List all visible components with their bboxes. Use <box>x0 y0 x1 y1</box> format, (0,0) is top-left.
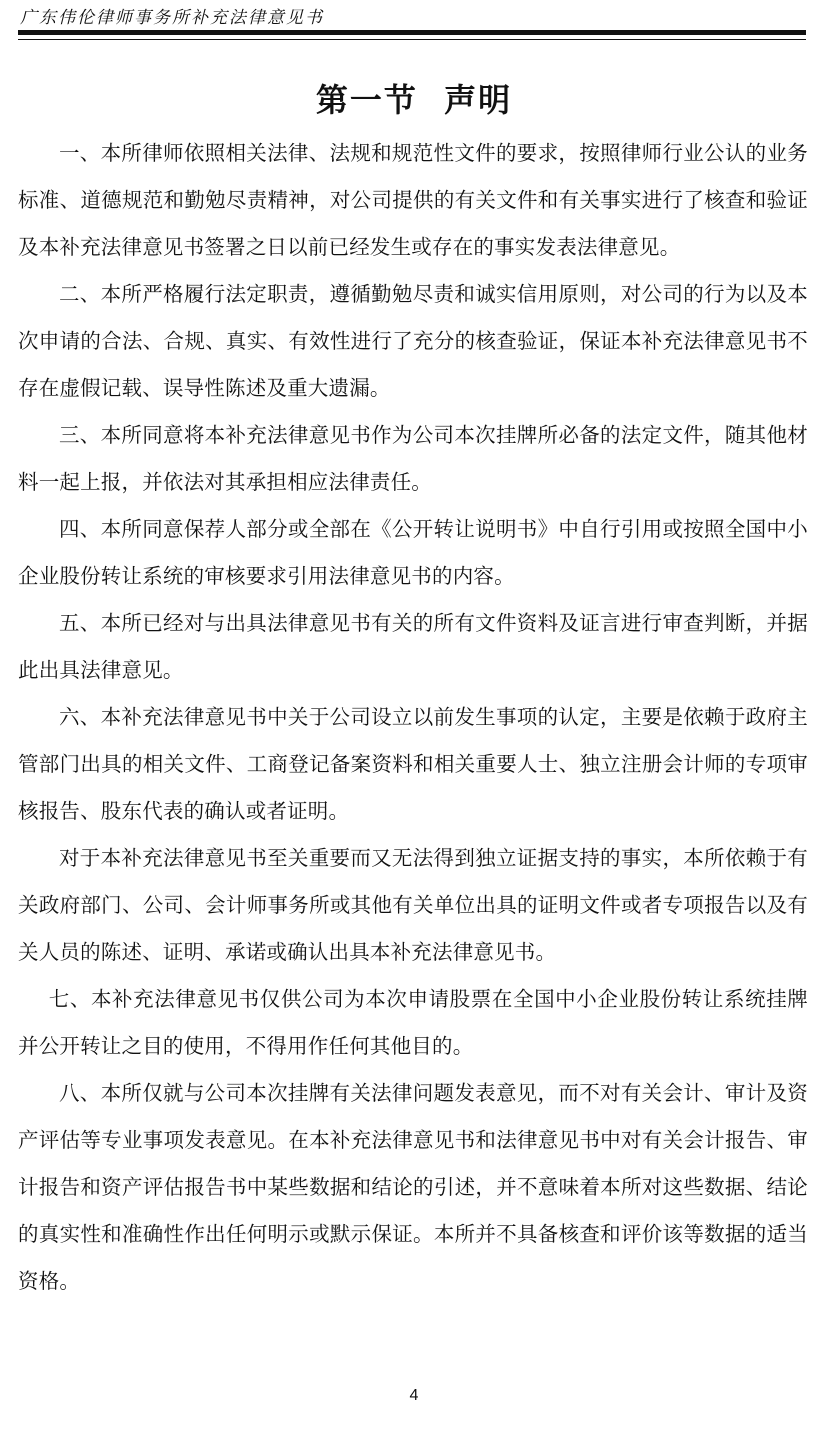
paragraph-3: 三、本所同意将本补充法律意见书作为公司本次挂牌所必备的法定文件，随其他材料一起上报，并依法对其承担相应法律责任。 <box>18 423 808 494</box>
header-rule-thick <box>18 30 806 35</box>
paragraph-5: 五、本所已经对与出具法律意见书有关的所有文件资料及证言进行审查判断，并据此出具法律意见。 <box>18 611 808 682</box>
document-body <box>18 130 808 1305</box>
paragraph-8: 八、本所仅就与公司本次挂牌有关法律问题发表意见，而不对有关会计、审计及资产评估等专业事项发表意见。在本补充法律意见书和法律意见书中对有关会计报告、审计报告和资产评估报告书中某些数据和结论的引述，并不意味着本所对这些数据、结论的真实性和准确性作出任何明示或默示保证。本所并不具备核查和评价该等数据的适当资格。 <box>18 1081 808 1293</box>
page-number: 4 <box>409 1387 419 1404</box>
page-header <box>18 0 806 52</box>
paragraph-4: 四、本所同意保荐人部分或全部在《公开转让说明书》中自行引用或按照全国中小企业股份转让系统的审核要求引用法律意见书的内容。 <box>18 517 808 588</box>
section-title: 第一节 声明 <box>315 81 513 119</box>
header-rule-thin <box>18 39 806 40</box>
paragraph-2: 二、本所严格履行法定职责，遵循勤勉尽责和诚实信用原则，对公司的行为以及本次申请的合法、合规、真实、有效性进行了充分的核查验证，保证本补充法律意见书不存在虚假记载、误导性陈述及重大遗漏。 <box>18 282 808 400</box>
paragraph-6: 六、本补充法律意见书中关于公司设立以前发生事项的认定，主要是依赖于政府主管部门出具的相关文件、工商登记备案资料和相关重要人士、独立注册会计师的专项审核报告、股东代表的确认或者证明。 <box>18 705 808 823</box>
paragraph-6-continued: 对于本补充法律意见书至关重要而又无法得到独立证据支持的事实，本所依赖于有关政府部门、公司、会计师事务所或其他有关单位出具的证明文件或者专项报告以及有关人员的陈述、证明、承诺或确认出具本补充法律意见书。 <box>18 846 808 964</box>
paragraph-1: 一、本所律师依照相关法律、法规和规范性文件的要求，按照律师行业公认的业务标准、道德规范和勤勉尽责精神，对公司提供的有关文件和有关事实进行了核查和验证及本补充法律意见书签署之日以前已经发生或存在的事实发表法律意见。 <box>18 141 808 259</box>
paragraph-7: 七、本补充法律意见书仅供公司为本次申请股票在全国中小企业股份转让系统挂牌并公开转让之目的使用，不得用作任何其他目的。 <box>18 987 808 1058</box>
header-title: 广东伟伦律师事务所补充法律意见书 <box>20 8 324 28</box>
